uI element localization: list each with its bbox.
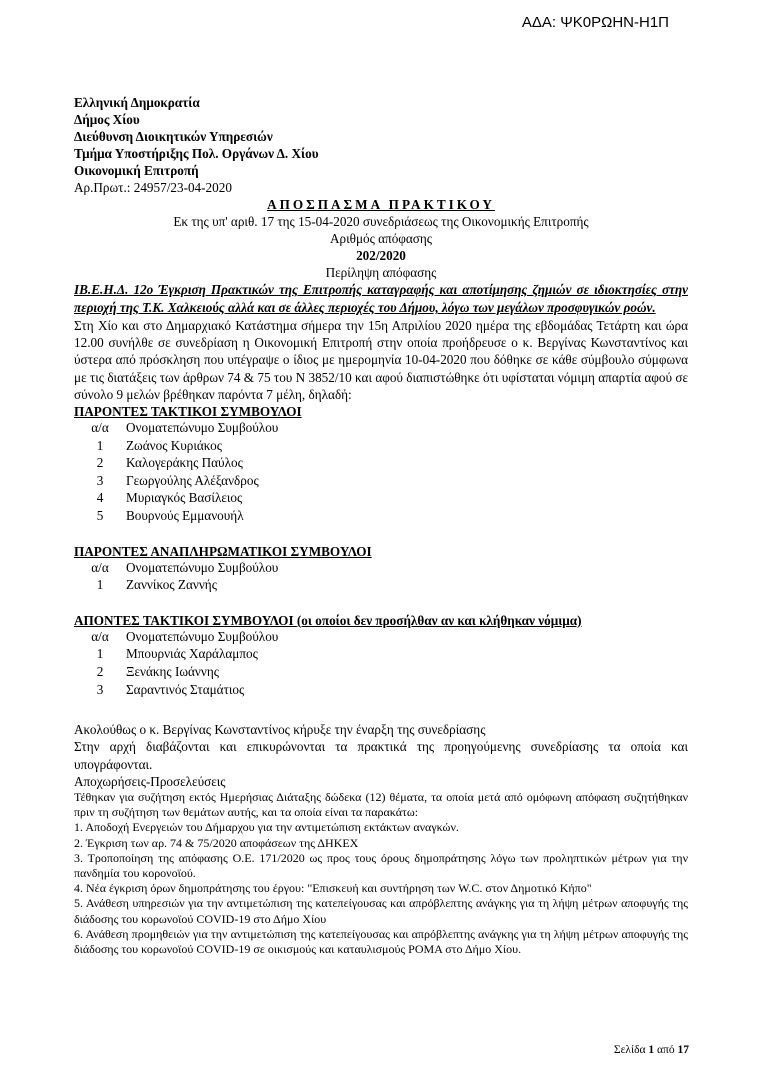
member-name: Μυριαγκός Βασίλειος bbox=[126, 490, 243, 506]
member-number: 1 bbox=[96, 577, 104, 593]
col-num-header: α/α bbox=[91, 559, 109, 575]
col-name-header: Ονοματεπώνυμο Συμβούλου bbox=[126, 420, 279, 436]
present-regular-table bbox=[80, 420, 278, 526]
absent-regular-table bbox=[80, 629, 278, 699]
summary-label: Περίληψη απόφασης bbox=[325, 265, 437, 280]
member-number: 3 bbox=[96, 472, 104, 488]
member-number: 1 bbox=[96, 437, 104, 453]
intro-paragraph: Στη Χίο και στο Δημαρχιακό Κατάστημα σήμερα την 15η Απριλίου 2020 ημέρα της εβδομάδας Τετάρτη και ώρα 12.00 συνήλθε σε συνεδρίαση η Οικονομική Επιτροπή στην οποία προήδρευσε ο κ. Βεργίνας Κωνσταντίνος και ύστερα από πρόσκληση που υπέγραψε ο ίδιος με ημερομηνία 10-04-2020 που δόθηκε σε κάθε σύμβουλο σύμφωνα με τις διατάξεις των άρθρων 74 & 75 του Ν 3852/10 και αφού διαπιστώθηκε ότι υφίσταται νόμιμη απαρτία αφού σε σύνολο 9 μελών βρέθηκαν παρόντα 7 μέλη, δηλαδή: bbox=[74, 318, 688, 402]
departures-label: Αποχωρήσεις-Προσελεύσεις bbox=[74, 773, 226, 789]
table-row bbox=[80, 682, 278, 700]
member-name: Σαραντινός Σταμάτιος bbox=[126, 681, 245, 697]
header-line: Οικονομική Επιτροπή bbox=[74, 163, 199, 178]
table-header-row bbox=[80, 420, 278, 438]
protocol-number: Αρ.Πρωτ.: 24957/23-04-2020 bbox=[74, 180, 232, 195]
member-number: 3 bbox=[96, 681, 104, 697]
decision-label: Αριθμός απόφασης bbox=[329, 231, 433, 246]
header-line: Τμήμα Υποστήριξης Πολ. Οργάνων Δ. Χίου bbox=[74, 146, 319, 161]
table-row bbox=[80, 455, 278, 473]
agenda-intro: Τέθηκαν για συζήτηση εκτός Ημερήσιας Διάταξης δώδεκα (12) θέματα, τα οποία μετά από ομόφωνη απόφαση συζητήθηκαν πριν τη συζήτηση των θεμάτων αυτής, και τα οποία είναι τα παρακάτω: bbox=[74, 789, 688, 820]
present-regular-title: ΠΑΡΟΝΤΕΣ ΤΑΚΤΙΚΟΙ ΣΥΜΒΟΥΛΟΙ bbox=[74, 404, 302, 420]
table-header-row bbox=[80, 560, 278, 578]
member-number: 5 bbox=[96, 507, 104, 523]
member-number: 4 bbox=[96, 490, 104, 506]
decision-subject: ΙΒ.Ε.Η.Δ. 12ο Έγκριση Πρακτικών της Επιτροπής καταγραφής και αποτίμησης ζημιών σε ιδιοκτησίες στην περιοχή της Τ.Κ. Χαλκειούς αλλά και σε άλλες περιοχές του Δήμου, λόγω των μεγάλων προσφυγικών ροών. bbox=[74, 282, 688, 315]
minutes-read-statement: Στην αρχή διαβάζονται και επικυρώνονται τα πρακτικά της προηγούμενης συνεδρίασης τα οποία και υπογράφονται. bbox=[74, 739, 688, 772]
agenda-item: 6. Ανάθεση προμηθειών για την αντιμετώπιση της κατεπείγουσας και απρόβλεπτης ανάγκης για τη λήψη μέτρων αποφυγής της διάδοσης του κορωνοϊού COVID-19 σε οικισμούς και καταυλισμούς ΡΟΜΑ στο Δήμο Χίου. bbox=[74, 926, 688, 956]
header-line: Ελληνική Δημοκρατία bbox=[74, 95, 200, 110]
member-number: 2 bbox=[96, 663, 104, 679]
member-name: Ξενάκης Ιωάννης bbox=[126, 663, 219, 679]
agenda-item: 3. Τροποποίηση της απόφασης Ο.Ε. 171/2020 ως προς τους όρους δημοπράτησης λόγω των προληπτικών μέτρων για την πανδημία του κορονοϊού. bbox=[74, 850, 688, 880]
absent-regular-title bbox=[74, 612, 688, 629]
table-row bbox=[80, 438, 278, 456]
table-row bbox=[80, 490, 278, 508]
ada-code: ΑΔΑ: ΨΚ0ΡΩΗΝ-Η1Π bbox=[521, 14, 669, 31]
col-name-header: Ονοματεπώνυμο Συμβούλου bbox=[126, 628, 279, 644]
decision-number: 202/2020 bbox=[356, 248, 406, 263]
agenda-item: 1. Αποδοχή Ενεργειών του Δήμαρχου για την αντιμετώπιση εκτάκτων αναγκών. bbox=[74, 820, 459, 835]
document-page bbox=[74, 94, 688, 957]
member-name: Ζωάνος Κυριάκος bbox=[126, 437, 222, 453]
of-word: από bbox=[657, 1044, 675, 1056]
table-row bbox=[80, 664, 278, 682]
table-row bbox=[80, 473, 278, 491]
agenda-list bbox=[74, 820, 688, 957]
issuer-header bbox=[74, 94, 688, 196]
present-substitute-table bbox=[80, 560, 278, 595]
opening-statement: Ακολούθως ο κ. Βεργίνας Κωνσταντίνος κήρυξε την έναρξη της συνεδρίασης bbox=[74, 722, 486, 738]
page-current: 1 bbox=[648, 1044, 655, 1056]
absent-note: (οι οποίοι δεν προσήλθαν αν και κλήθηκαν νόμιμα) bbox=[296, 612, 582, 628]
member-number: 2 bbox=[96, 455, 104, 471]
table-row bbox=[80, 646, 278, 664]
member-name: Καλογεράκης Παύλος bbox=[126, 455, 243, 471]
page-total: 17 bbox=[677, 1044, 689, 1056]
document-title: ΑΠΟΣΠΑΣΜΑ ΠΡΑΚΤΙΚΟΥ bbox=[267, 197, 495, 212]
absent-title-text: ΑΠΟΝΤΕΣ ΤΑΚΤΙΚΟΙ ΣΥΜΒΟΥΛΟΙ bbox=[74, 612, 294, 628]
col-num-header: α/α bbox=[91, 628, 109, 644]
member-name: Ζαννίκος Ζαννής bbox=[126, 577, 217, 593]
header-line: Δήμος Χίου bbox=[74, 112, 140, 127]
table-row bbox=[80, 508, 278, 526]
agenda-item: 5. Ανάθεση υπηρεσιών για την αντιμετώπιση της κατεπείγουσας και απρόβλεπτης ανάγκης για τη λήψη μέτρων αποφυγής της διάδοσης του κορωνοϊού COVID-19 στο Δήμο Χίου bbox=[74, 896, 688, 926]
table-header-row bbox=[80, 629, 278, 647]
page-word: Σελίδα bbox=[613, 1044, 646, 1056]
present-substitute-title: ΠΑΡΟΝΤΕΣ ΑΝΑΠΛΗΡΩΜΑΤΙΚΟΙ ΣΥΜΒΟΥΛΟΙ bbox=[74, 543, 372, 559]
member-number: 1 bbox=[96, 646, 104, 662]
session-line: Εκ της υπ' αριθ. 17 της 15-04-2020 συνεδριάσεως της Οικονομικής Επιτροπής bbox=[173, 214, 589, 229]
member-name: Βουρνούς Εμμανουήλ bbox=[126, 507, 244, 523]
col-name-header: Ονοματεπώνυμο Συμβούλου bbox=[126, 559, 279, 575]
page-footer bbox=[614, 1044, 689, 1056]
agenda-item: 2. Έγκριση των αρ. 74 & 75/2020 αποφάσεων της ΔΗΚΕΧ bbox=[74, 835, 359, 850]
member-name: Μπουρνιάς Χαράλαμπος bbox=[126, 646, 258, 662]
col-num-header: α/α bbox=[91, 420, 109, 436]
header-line: Διεύθυνση Διοικητικών Υπηρεσιών bbox=[74, 129, 273, 144]
member-name: Γεωργούλης Αλέξανδρος bbox=[126, 472, 259, 488]
table-row bbox=[80, 577, 278, 595]
agenda-item: 4. Νέα έγκριση όρων δημοπράτησης του έργου: "Επισκευή και συντήρηση των W.C. στον Δημοτικό Κήπο" bbox=[74, 881, 592, 896]
